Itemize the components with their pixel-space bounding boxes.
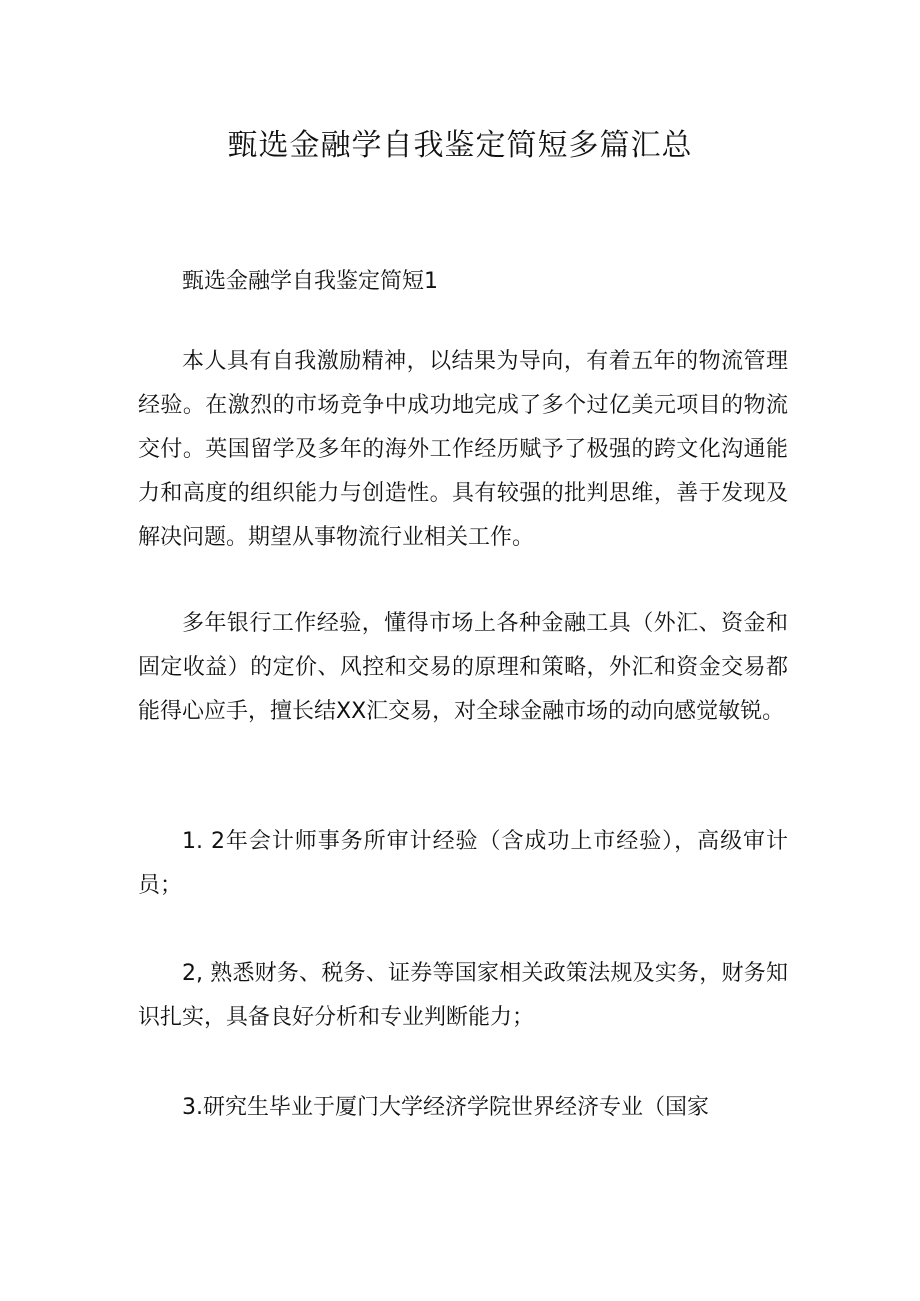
paragraph-education: 3.研究生毕业于厦门大学经济学院世界经济专业（国家	[182, 1095, 709, 1120]
paragraph-logistics-experience: 本人具有自我激励精神，以结果为导向，有着五年的物流管理经验。在激烈的市场竞争中成功地完成了多个过亿美元项目的物流交付。英国留学及多年的海外工作经历赋予了极强的跨文化沟通能力和高度的组织能力与创造性。具有较强的批判思维，善于发现及解决问题。期望从事物流行业相关工作。	[138, 349, 788, 550]
paragraph-banking-experience: 多年银行工作经验，懂得市场上各种金融工具（外汇、资金和固定收益）的定价、风控和交易的原理和策略，外汇和资金交易都能得心应手，擅长结XX汇交易，对全球金融市场的动向感觉敏锐。	[138, 611, 788, 724]
paragraph-finance-knowledge: 2, 熟悉财务、税务、证券等国家相关政策法规及实务，财务知识扎实，具备良好分析和专业判断能力；	[138, 961, 788, 1030]
paragraph-audit-experience: 1. 2年会计师事务所审计经验（含成功上市经验），高级审计员；	[138, 829, 788, 898]
section-heading: 甄选金融学自我鉴定简短1	[182, 269, 438, 294]
document-title: 甄选金融学自我鉴定简短多篇汇总	[227, 128, 693, 163]
